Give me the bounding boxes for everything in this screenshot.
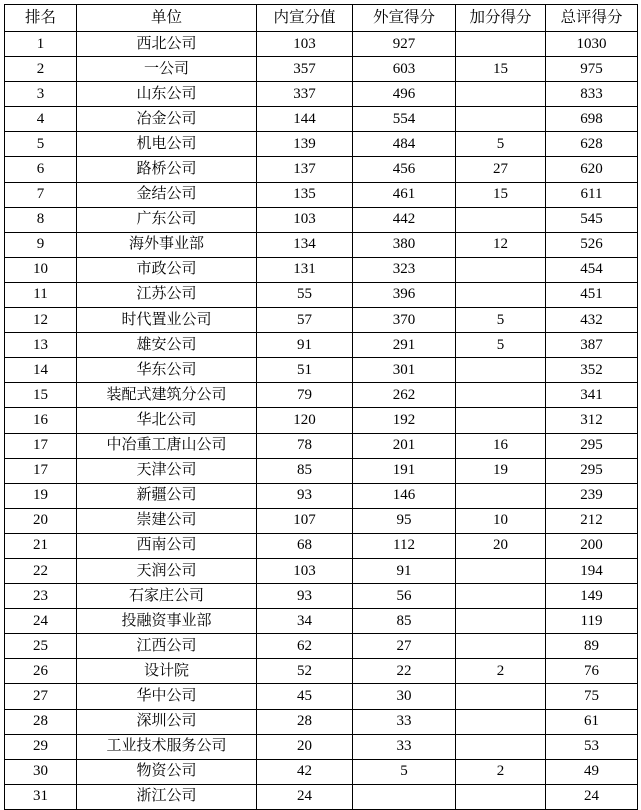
- cell-rank: 9: [5, 232, 77, 257]
- table-row: [5, 584, 638, 609]
- cell-total-score: 212: [546, 508, 638, 533]
- cell-total-score: 119: [546, 609, 638, 634]
- cell-unit: 市政公司: [77, 257, 257, 282]
- cell-inner-score: 337: [257, 82, 353, 107]
- table-row: [5, 57, 638, 82]
- cell-total-score: 1030: [546, 32, 638, 57]
- cell-bonus-score: [456, 207, 546, 232]
- cell-total-score: 89: [546, 634, 638, 659]
- cell-inner-score: 28: [257, 709, 353, 734]
- cell-rank: 4: [5, 107, 77, 132]
- cell-rank: 6: [5, 157, 77, 182]
- cell-inner-score: 93: [257, 483, 353, 508]
- cell-inner-score: 107: [257, 508, 353, 533]
- cell-rank: 2: [5, 57, 77, 82]
- table-row: [5, 483, 638, 508]
- cell-rank: 29: [5, 734, 77, 759]
- cell-outer-score: 85: [353, 609, 456, 634]
- cell-bonus-score: [456, 558, 546, 583]
- table-row: [5, 634, 638, 659]
- table-body: [5, 32, 638, 810]
- cell-total-score: 352: [546, 358, 638, 383]
- cell-outer-score: 461: [353, 182, 456, 207]
- cell-outer-score: 192: [353, 408, 456, 433]
- cell-total-score: 75: [546, 684, 638, 709]
- cell-bonus-score: 10: [456, 508, 546, 533]
- cell-bonus-score: [456, 734, 546, 759]
- table-row: [5, 408, 638, 433]
- table-row: [5, 82, 638, 107]
- cell-rank: 15: [5, 383, 77, 408]
- cell-total-score: 341: [546, 383, 638, 408]
- cell-rank: 10: [5, 257, 77, 282]
- cell-inner-score: 52: [257, 659, 353, 684]
- table-row: [5, 433, 638, 458]
- column-header-bonus-score: 加分得分: [456, 5, 546, 32]
- cell-total-score: 611: [546, 182, 638, 207]
- cell-inner-score: 57: [257, 308, 353, 333]
- cell-unit: 海外事业部: [77, 232, 257, 257]
- cell-total-score: 76: [546, 659, 638, 684]
- cell-inner-score: 79: [257, 383, 353, 408]
- cell-unit: 华中公司: [77, 684, 257, 709]
- cell-inner-score: 55: [257, 282, 353, 307]
- cell-outer-score: 5: [353, 759, 456, 784]
- table-row: [5, 659, 638, 684]
- cell-total-score: 387: [546, 333, 638, 358]
- cell-unit: 西南公司: [77, 533, 257, 558]
- cell-total-score: 620: [546, 157, 638, 182]
- cell-bonus-score: [456, 709, 546, 734]
- cell-rank: 11: [5, 282, 77, 307]
- cell-unit: 天津公司: [77, 458, 257, 483]
- cell-outer-score: 456: [353, 157, 456, 182]
- cell-rank: 21: [5, 533, 77, 558]
- table-row: [5, 333, 638, 358]
- cell-unit: 设计院: [77, 659, 257, 684]
- cell-inner-score: 45: [257, 684, 353, 709]
- cell-unit: 崇建公司: [77, 508, 257, 533]
- cell-total-score: 698: [546, 107, 638, 132]
- cell-unit: 浙江公司: [77, 784, 257, 809]
- cell-inner-score: 120: [257, 408, 353, 433]
- cell-total-score: 432: [546, 308, 638, 333]
- cell-outer-score: 301: [353, 358, 456, 383]
- cell-outer-score: 396: [353, 282, 456, 307]
- cell-total-score: 975: [546, 57, 638, 82]
- cell-inner-score: 20: [257, 734, 353, 759]
- table-row: [5, 684, 638, 709]
- table-row: [5, 182, 638, 207]
- cell-total-score: 526: [546, 232, 638, 257]
- cell-total-score: 295: [546, 458, 638, 483]
- cell-inner-score: 85: [257, 458, 353, 483]
- cell-outer-score: 496: [353, 82, 456, 107]
- cell-rank: 13: [5, 333, 77, 358]
- cell-bonus-score: 16: [456, 433, 546, 458]
- cell-inner-score: 51: [257, 358, 353, 383]
- table-row: [5, 533, 638, 558]
- cell-unit: 投融资事业部: [77, 609, 257, 634]
- cell-unit: 西北公司: [77, 32, 257, 57]
- cell-bonus-score: 27: [456, 157, 546, 182]
- cell-outer-score: 323: [353, 257, 456, 282]
- cell-unit: 路桥公司: [77, 157, 257, 182]
- table-header-row: [5, 5, 638, 32]
- cell-total-score: 149: [546, 584, 638, 609]
- cell-bonus-score: [456, 383, 546, 408]
- cell-total-score: 200: [546, 533, 638, 558]
- cell-inner-score: 103: [257, 32, 353, 57]
- cell-inner-score: 137: [257, 157, 353, 182]
- cell-rank: 27: [5, 684, 77, 709]
- cell-unit: 时代置业公司: [77, 308, 257, 333]
- cell-total-score: 628: [546, 132, 638, 157]
- cell-total-score: 49: [546, 759, 638, 784]
- cell-bonus-score: 15: [456, 57, 546, 82]
- cell-outer-score: 30: [353, 684, 456, 709]
- cell-bonus-score: [456, 684, 546, 709]
- cell-bonus-score: 2: [456, 759, 546, 784]
- cell-inner-score: 34: [257, 609, 353, 634]
- cell-inner-score: 131: [257, 257, 353, 282]
- cell-outer-score: 201: [353, 433, 456, 458]
- cell-rank: 30: [5, 759, 77, 784]
- cell-rank: 19: [5, 483, 77, 508]
- cell-inner-score: 78: [257, 433, 353, 458]
- cell-unit: 冶金公司: [77, 107, 257, 132]
- table-row: [5, 257, 638, 282]
- table-row: [5, 132, 638, 157]
- cell-unit: 江西公司: [77, 634, 257, 659]
- cell-bonus-score: [456, 584, 546, 609]
- cell-unit: 雄安公司: [77, 333, 257, 358]
- cell-outer-score: 22: [353, 659, 456, 684]
- cell-bonus-score: [456, 408, 546, 433]
- cell-rank: 20: [5, 508, 77, 533]
- cell-outer-score: 191: [353, 458, 456, 483]
- cell-rank: 16: [5, 408, 77, 433]
- cell-outer-score: 554: [353, 107, 456, 132]
- cell-inner-score: 139: [257, 132, 353, 157]
- cell-rank: 5: [5, 132, 77, 157]
- cell-total-score: 545: [546, 207, 638, 232]
- cell-unit: 新疆公司: [77, 483, 257, 508]
- table-row: [5, 609, 638, 634]
- column-header-unit: 单位: [77, 5, 257, 32]
- cell-total-score: 61: [546, 709, 638, 734]
- table-row: [5, 308, 638, 333]
- cell-unit: 物资公司: [77, 759, 257, 784]
- cell-outer-score: 370: [353, 308, 456, 333]
- cell-total-score: 194: [546, 558, 638, 583]
- cell-unit: 中冶重工唐山公司: [77, 433, 257, 458]
- table-row: [5, 784, 638, 809]
- cell-outer-score: 95: [353, 508, 456, 533]
- cell-bonus-score: 5: [456, 132, 546, 157]
- cell-bonus-score: 2: [456, 659, 546, 684]
- cell-inner-score: 144: [257, 107, 353, 132]
- cell-bonus-score: [456, 32, 546, 57]
- table-row: [5, 32, 638, 57]
- cell-total-score: 24: [546, 784, 638, 809]
- table-row: [5, 207, 638, 232]
- cell-total-score: 833: [546, 82, 638, 107]
- cell-rank: 8: [5, 207, 77, 232]
- cell-inner-score: 62: [257, 634, 353, 659]
- cell-unit: 一公司: [77, 57, 257, 82]
- cell-rank: 14: [5, 358, 77, 383]
- cell-outer-score: 91: [353, 558, 456, 583]
- cell-outer-score: 146: [353, 483, 456, 508]
- cell-rank: 28: [5, 709, 77, 734]
- cell-outer-score: 603: [353, 57, 456, 82]
- cell-total-score: 295: [546, 433, 638, 458]
- cell-unit: 广东公司: [77, 207, 257, 232]
- cell-total-score: 312: [546, 408, 638, 433]
- cell-outer-score: 291: [353, 333, 456, 358]
- cell-bonus-score: [456, 609, 546, 634]
- cell-total-score: 451: [546, 282, 638, 307]
- table-row: [5, 157, 638, 182]
- cell-unit: 天润公司: [77, 558, 257, 583]
- cell-rank: 12: [5, 308, 77, 333]
- cell-inner-score: 42: [257, 759, 353, 784]
- cell-unit: 华北公司: [77, 408, 257, 433]
- cell-rank: 26: [5, 659, 77, 684]
- cell-outer-score: 27: [353, 634, 456, 659]
- cell-bonus-score: 5: [456, 308, 546, 333]
- ranking-table: [4, 4, 638, 810]
- cell-bonus-score: [456, 82, 546, 107]
- cell-unit: 装配式建筑分公司: [77, 383, 257, 408]
- cell-unit: 工业技术服务公司: [77, 734, 257, 759]
- cell-bonus-score: 12: [456, 232, 546, 257]
- column-header-inner-score: 内宣分值: [257, 5, 353, 32]
- table-row: [5, 709, 638, 734]
- table-row: [5, 358, 638, 383]
- cell-bonus-score: [456, 358, 546, 383]
- cell-total-score: 454: [546, 257, 638, 282]
- cell-rank: 22: [5, 558, 77, 583]
- cell-unit: 江苏公司: [77, 282, 257, 307]
- cell-rank: 24: [5, 609, 77, 634]
- column-header-total-score: 总评得分: [546, 5, 638, 32]
- cell-rank: 17: [5, 433, 77, 458]
- cell-outer-score: 442: [353, 207, 456, 232]
- cell-bonus-score: 19: [456, 458, 546, 483]
- cell-inner-score: 357: [257, 57, 353, 82]
- cell-inner-score: 103: [257, 207, 353, 232]
- cell-unit: 石家庄公司: [77, 584, 257, 609]
- cell-bonus-score: [456, 257, 546, 282]
- cell-total-score: 53: [546, 734, 638, 759]
- cell-outer-score: 33: [353, 709, 456, 734]
- table-header: [5, 5, 638, 32]
- cell-rank: 17: [5, 458, 77, 483]
- cell-bonus-score: [456, 634, 546, 659]
- cell-unit: 金结公司: [77, 182, 257, 207]
- cell-bonus-score: 15: [456, 182, 546, 207]
- cell-unit: 机电公司: [77, 132, 257, 157]
- cell-outer-score: 927: [353, 32, 456, 57]
- cell-inner-score: 135: [257, 182, 353, 207]
- table-row: [5, 508, 638, 533]
- cell-rank: 3: [5, 82, 77, 107]
- cell-outer-score: 380: [353, 232, 456, 257]
- column-header-outer-score: 外宣得分: [353, 5, 456, 32]
- cell-rank: 31: [5, 784, 77, 809]
- cell-rank: 23: [5, 584, 77, 609]
- cell-inner-score: 91: [257, 333, 353, 358]
- cell-inner-score: 24: [257, 784, 353, 809]
- cell-bonus-score: [456, 107, 546, 132]
- cell-inner-score: 134: [257, 232, 353, 257]
- cell-bonus-score: [456, 282, 546, 307]
- cell-bonus-score: [456, 784, 546, 809]
- table-row: [5, 107, 638, 132]
- cell-outer-score: [353, 784, 456, 809]
- cell-rank: 7: [5, 182, 77, 207]
- cell-bonus-score: [456, 483, 546, 508]
- cell-inner-score: 93: [257, 584, 353, 609]
- cell-rank: 25: [5, 634, 77, 659]
- cell-unit: 深圳公司: [77, 709, 257, 734]
- table-row: [5, 383, 638, 408]
- table-row: [5, 558, 638, 583]
- cell-outer-score: 484: [353, 132, 456, 157]
- column-header-rank: 排名: [5, 5, 77, 32]
- cell-outer-score: 56: [353, 584, 456, 609]
- table-row: [5, 734, 638, 759]
- table-row: [5, 232, 638, 257]
- cell-rank: 1: [5, 32, 77, 57]
- table-row: [5, 759, 638, 784]
- cell-outer-score: 112: [353, 533, 456, 558]
- table-row: [5, 458, 638, 483]
- table-row: [5, 282, 638, 307]
- cell-inner-score: 103: [257, 558, 353, 583]
- cell-unit: 山东公司: [77, 82, 257, 107]
- cell-unit: 华东公司: [77, 358, 257, 383]
- cell-inner-score: 68: [257, 533, 353, 558]
- cell-total-score: 239: [546, 483, 638, 508]
- cell-outer-score: 33: [353, 734, 456, 759]
- cell-bonus-score: 5: [456, 333, 546, 358]
- cell-bonus-score: 20: [456, 533, 546, 558]
- cell-outer-score: 262: [353, 383, 456, 408]
